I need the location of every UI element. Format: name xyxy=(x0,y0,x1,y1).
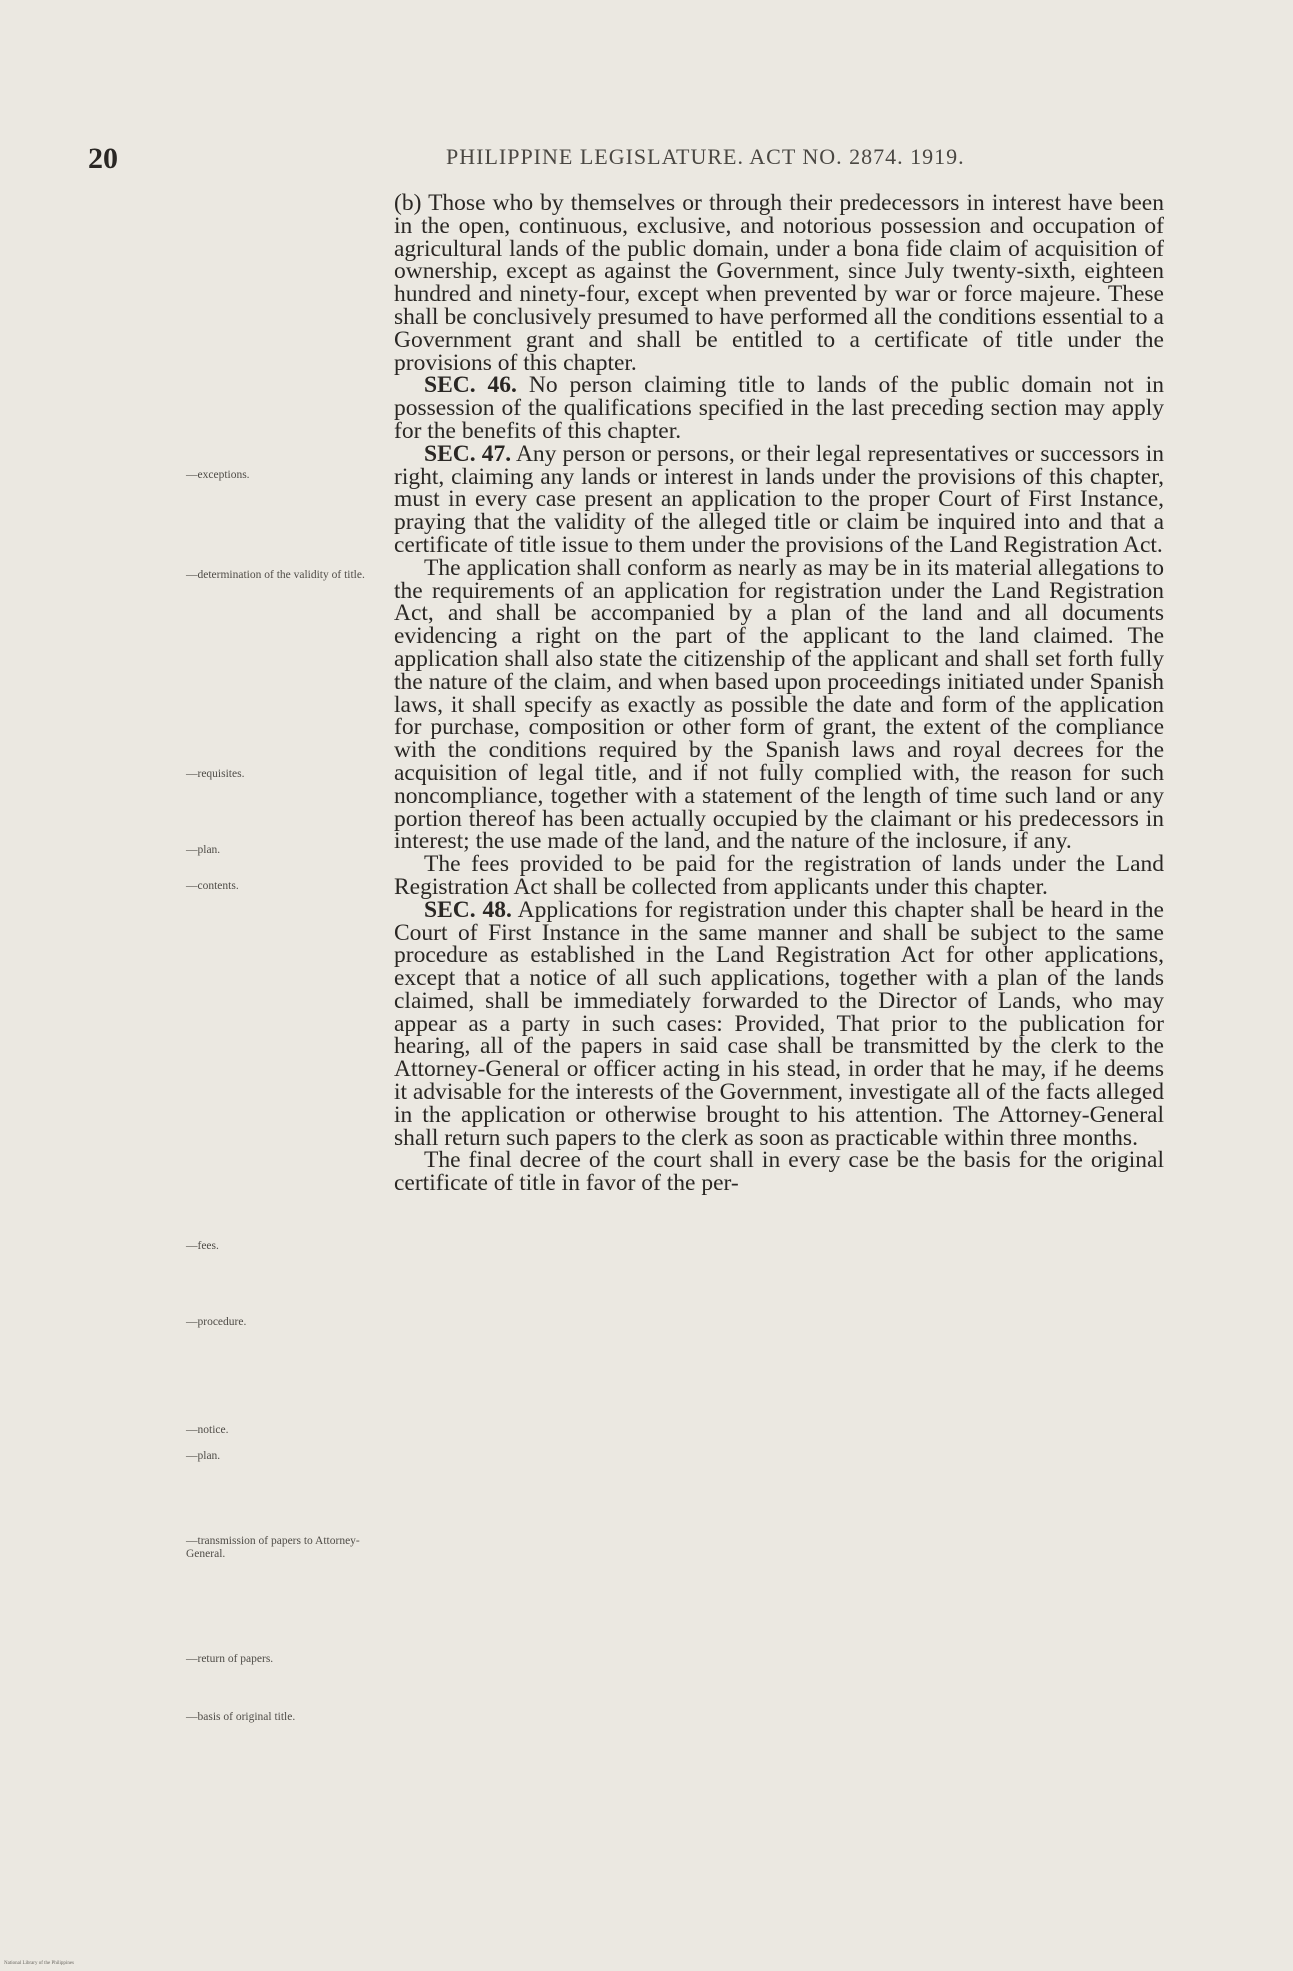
margin-note-determination: —determination of the validity of title. xyxy=(186,569,365,581)
paragraph-sec-47 xyxy=(394,440,1164,558)
margin-note-requisites: —requisites. xyxy=(186,768,245,780)
margin-note-procedure: —procedure. xyxy=(186,1316,247,1328)
running-header: PHILIPPINE LEGISLATURE. ACT NO. 2874. 1919. xyxy=(446,144,965,169)
paragraph-text: No person claiming title to lands of the public domain not in possession of the qualifications specified in the last preceding section may apply for the benefits of this chapter. xyxy=(394,372,1164,444)
margin-note-contents: —contents. xyxy=(186,880,239,892)
margin-note-exceptions: —exceptions. xyxy=(186,469,250,481)
page-number: 20 xyxy=(88,142,118,175)
paragraph-fees xyxy=(394,853,1164,899)
paragraph-text: Any person or persons, or their legal representatives or successors in right, claiming any lands or interest in lands under the provisions of this chapter, must in every case present an application to the proper Court of First Instance, praying that the validity of the alleged title or claim be inquired into and that a certificate of title issue to them under the provisions of the Land Registration Act. xyxy=(394,440,1164,558)
margin-note-basis: —basis of original title. xyxy=(186,1711,296,1723)
paragraph-text: The fees provided to be paid for the registration of lands under the Land Registration Act shall be collected from applicants under this chapter. xyxy=(394,851,1164,900)
margin-note-plan-2: —plan. xyxy=(186,1450,221,1462)
margin-note-notice: —notice. xyxy=(186,1424,229,1436)
margin-note-transmission: —transmission of papers to Attorney-General. xyxy=(186,1535,360,1560)
paragraph-text: Applications for registration under this chapter shall be heard in the Court of First Instance in the same manner and shall be subject to the same procedure as established in the Land Registration Act for other applications, except that a notice of all such applications, together with a plan of the lands claimed, shall be immediately forwarded to the Director of Lands, who may appear as a party in such cases: Provided, That prior to the publication for hearing, all of the papers in said case shall be transmitted by the clerk to the Attorney-General or officer acting in his stead, in order that he may, if he deems it advisable for the interests of the Government, investigate all of the facts alleged in the application or otherwise brought to his attention. The Attorney-General shall return such papers to the clerk as soon as practicable within three months. xyxy=(394,896,1165,1151)
section-number: SEC. 47. xyxy=(424,440,512,467)
paragraph-application xyxy=(394,554,1164,855)
paragraph-final-decree xyxy=(394,1149,1164,1195)
margin-note-plan: —plan. xyxy=(186,844,221,856)
paragraph-text: (b) Those who by themselves or through their predecessors in interest have been in the open, continuous, exclusive, and notorious possession and occupation of agricultural lands of the public domain, under a bona fide claim of acquisition of ownership, except as against the Government, since July twenty-sixth, eighteen hundred and ninety-four, except when prevented by war or force majeure. These shall be conclusively presumed to have performed all the conditions essential to a Government grant and shall be entitled to a certificate of title under the provisions of this chapter. xyxy=(394,190,1164,376)
section-number: SEC. 48. xyxy=(424,896,512,923)
paragraph-sec-48 xyxy=(394,896,1165,1151)
margin-note-return-of-papers: —return of papers. xyxy=(186,1653,274,1665)
paragraph-text: The application shall conform as nearly as may be in its material allegations to the requirements of an application for registration under the Land Registration Act, and shall be accompanied by a plan of the land and all documents evidencing a right on the part of the applicant to the land claimed. The application shall also state the citizenship of the applicant and shall set forth fully the nature of the claim, and when based upon proceedings initiated under Spanish laws, it shall specify as exactly as possible the date and form of the application for purchase, composition or other form of grant, the extent of the compliance with the conditions required by the Spanish laws and royal decrees for the acquisition of legal title, and if not fully complied with, the reason for such noncompliance, together with a statement of the length of time such land or any portion thereof has been actually occupied by the claimant or his predecessors in interest; the use made of the land, and the nature of the inclosure, if any. xyxy=(394,554,1164,855)
body-text xyxy=(394,192,1164,1195)
section-number: SEC. 46. xyxy=(424,372,517,399)
margin-note-fees: —fees. xyxy=(186,1240,219,1252)
paragraph-b xyxy=(394,192,1164,374)
paragraph-sec-46 xyxy=(394,374,1164,442)
scan-footer: National Library of the Philippines xyxy=(4,1961,74,1966)
paragraph-text: The final decree of the court shall in every case be the basis for the original certificate of title in favor of the per- xyxy=(394,1147,1164,1197)
